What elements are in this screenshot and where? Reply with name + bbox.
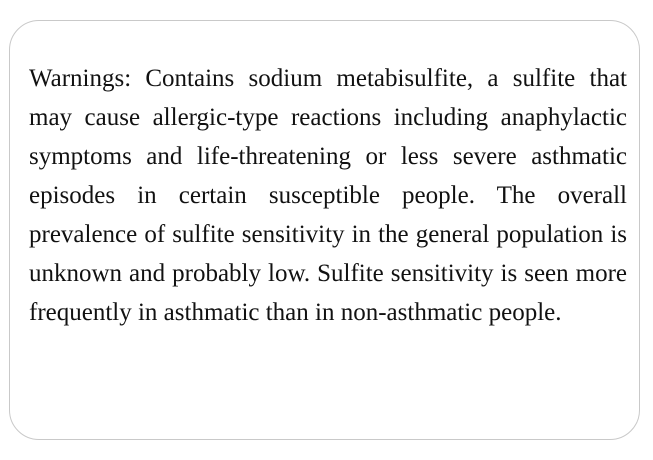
- warning-text: Warnings: Contains sodium metabisulfite, a sulfite that may cause allergic-type reactions including anaphylactic symptoms and life-threatening or less severe asthmatic episodes in certain susceptible people. The overall prevalence of sulfite sensitivity in the general population is unknown and probably low. Sulfite sensitivity is seen more frequently in asthmatic than in non-asthmatic people.: [29, 65, 627, 326]
- warning-card: [9, 20, 640, 440]
